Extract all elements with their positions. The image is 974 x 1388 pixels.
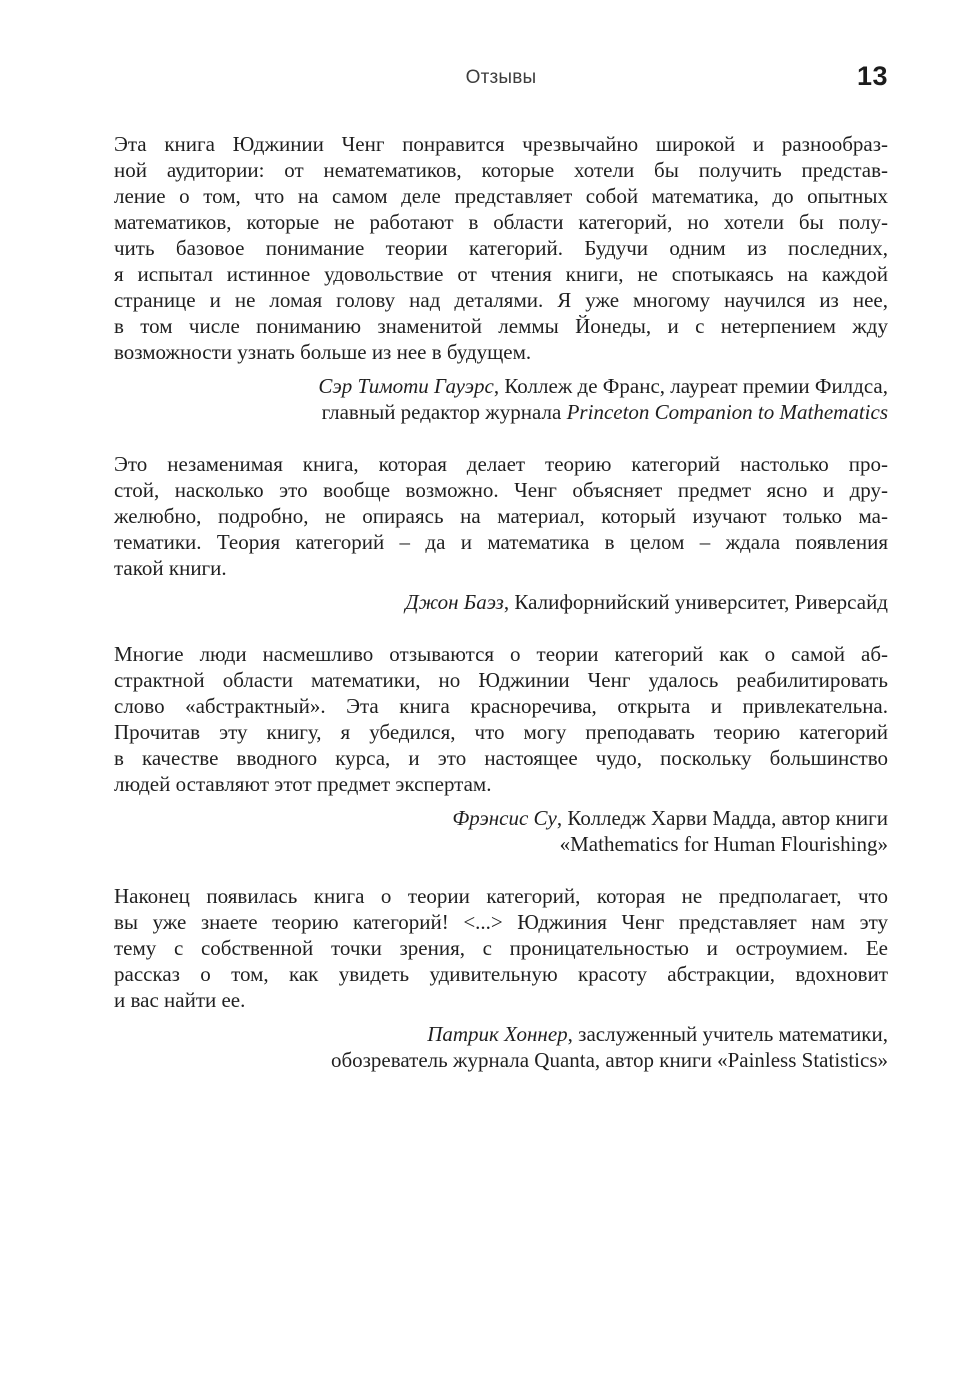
review-paragraph [114,641,888,797]
attribution-regular-text: , Калифорнийский университет, Риверсайд [503,590,888,614]
review-attribution [114,1021,888,1073]
review-text-line: Эта книга Юджинии Ченг понравится чрезвычайно широкой и разнообраз- [114,132,888,156]
page-header [114,61,888,92]
review-text-line: Наконец появилась книга о теории категорий, которая не предполагает, что [114,884,888,908]
reviews-list [114,131,888,1073]
review-text-line: ление о том, что на самом деле представляет собой математика, до опытных [114,184,888,208]
page-number: 13 [856,61,888,91]
page-content [114,61,888,1073]
review-text-line: рассказ о том, как увидеть удивительную красоту абстракции, вдохновит [114,962,888,986]
attribution-italic-text: Фрэнсис Су [452,806,557,830]
review-text-line: стой, насколько это вообще возможно. Ченг объясняет предмет ясно и дру- [114,478,888,502]
review-text-line: возможности узнать больше из нее в будущем. [114,340,532,364]
attribution-italic-text: Princeton Companion to Mathematics [566,400,888,424]
attribution-line [114,1021,888,1047]
review-text-line: математиков, которые не работают в области категорий, но хотели бы полу- [114,210,888,234]
attribution-line [114,805,888,831]
review-text-line: Многие люди насмешливо отзываются о теории категорий как о самой аб- [114,642,888,666]
review-text-line: в том числе пониманию знаменитой леммы Йонеды, и с нетерпением жду [114,314,888,338]
attribution-line [114,831,888,857]
attribution-regular-text: обозреватель журнала Quanta, автор книги «Painless Statistics» [330,1048,888,1072]
attribution-regular-text: «Mathematics for Human Flourishing» [559,832,888,856]
review-paragraph [114,883,888,1013]
review-text-line: чить базовое понимание теории категорий. Будучи одним из последних, [114,236,888,260]
review-text-line: в качестве вводного курса, и это настоящее чудо, поскольку большинство [114,746,888,770]
review-block [114,451,888,615]
review-block [114,641,888,857]
review-text-line: Прочитав эту книгу, я убедился, что могу преподавать теорию категорий [114,720,888,744]
review-text-line: людей оставляют этот предмет экспертам. [114,772,492,796]
attribution-italic-text: Патрик Хоннер [427,1022,568,1046]
running-title: Отзывы [465,67,537,88]
review-text-line: тематики. Теория категорий – да и математика в целом – ждала появления [114,530,888,554]
attribution-italic-text: Джон Баэз [405,590,504,614]
review-text-line: я испытал истинное удовольствие от чтения книги, не спотыкаясь на каждой [114,262,888,286]
attribution-line [114,373,888,399]
review-text-line: такой книги. [114,556,227,580]
review-block [114,131,888,425]
review-text-line: вы уже знаете теорию категорий! <...> Юджиния Ченг представляет нам эту [114,910,888,934]
review-attribution [114,373,888,425]
review-paragraph [114,131,888,365]
review-text-line: тему с собственной точки зрения, с проницательностью и остроумием. Ее [114,936,888,960]
review-attribution [114,589,888,615]
attribution-regular-text: , Коллеж де Франс, лауреат премии Филдса, [493,374,888,398]
review-block [114,883,888,1073]
attribution-regular-text: , заслуженный учитель математики, [567,1022,888,1046]
review-text-line: желюбно, подробно, не опираясь на материал, который изучают только ма- [114,504,888,528]
attribution-regular-text: главный редактор журнала [321,400,567,424]
review-text-line: Это незаменимая книга, которая делает теорию категорий настолько про- [114,452,888,476]
review-text-line: страктной области математики, но Юджинии Ченг удалось реабилитировать [114,668,888,692]
review-text-line: и вас найти ее. [114,988,246,1012]
review-text-line: слово «абстрактный». Эта книга красноречива, открыта и привлекательна. [114,694,888,718]
review-paragraph [114,451,888,581]
review-attribution [114,805,888,857]
attribution-line [114,589,888,615]
attribution-regular-text: , Колледж Харви Мадда, автор книги [556,806,888,830]
review-text-line: ной аудитории: от нематематиков, которые хотели бы получить представ- [114,158,888,182]
review-text-line: странице и не ломая голову над деталями. Я уже многому научился из нее, [114,288,888,312]
attribution-line [114,1047,888,1073]
attribution-line [114,399,888,425]
attribution-italic-text: Сэр Тимоти Гауэрс [318,374,494,398]
